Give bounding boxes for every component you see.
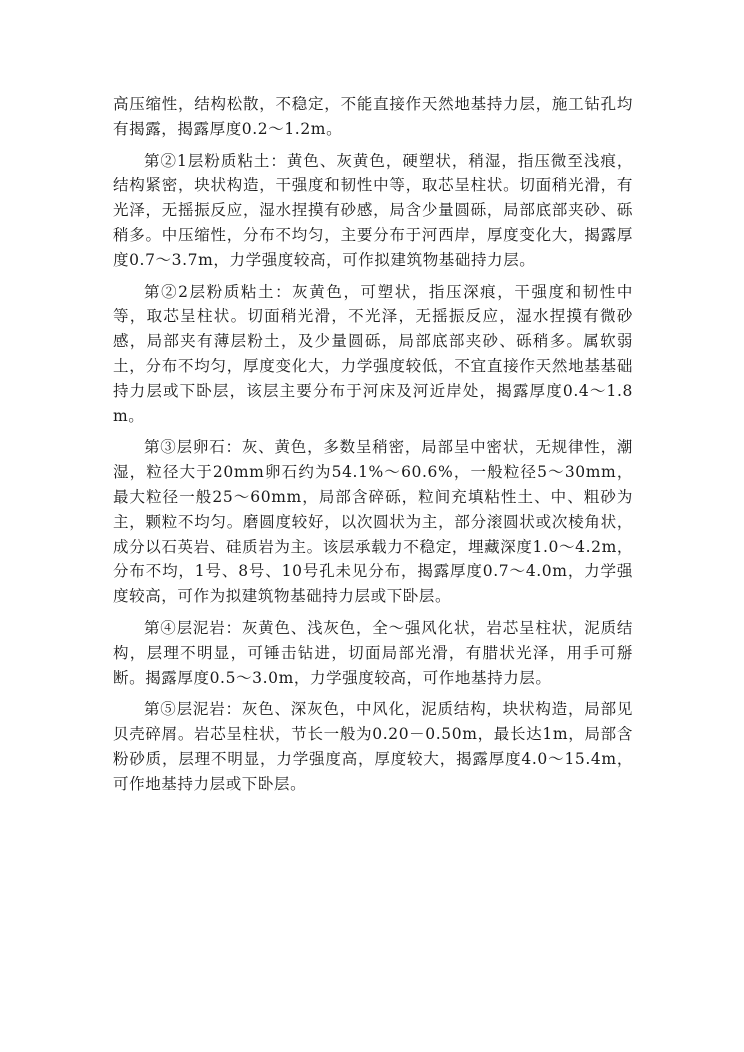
paragraph-layer-2-2-silty-clay: 第②2层粉质粘土：灰黄色，可塑状，指压深痕，干强度和韧性中等，取芯呈柱状。切面稍光滑，不光泽，无摇振反应，湿水捏摸有微砂感，局部夹有薄层粉土，及少量圆砾，局部底部夹砂、砾稍多。属软弱土，分布不均匀，厚度变化大，力学强度较低，不宜直接作天然地基基础持力层或下卧层，该层主要分布于河床及河近岸处，揭露厚度0.4～1.8m。 — [113, 282, 633, 425]
paragraph-layer-4-mudstone: 第④层泥岩：灰黄色、浅灰色，全～强风化状，岩芯呈柱状，泥质结构，层理不明显，可锤击钻进，切面局部光滑，有腊状光泽，用手可掰断。揭露厚度0.5～3.0m，力学强度较高，可作地基持力层。 — [113, 618, 633, 687]
paragraph-layer-2-1-silty-clay: 第②1层粉质粘土：黄色、灰黄色，硬塑状，稍湿，指压微至浅痕，结构紧密，块状构造，干强度和韧性中等，取芯呈柱状。切面稍光滑，有光泽，无摇振反应，湿水捏摸有砂感，局含少量圆砾，局部底部夹砂、砾稍多。中压缩性，分布不均匀，主要分布于河西岸，厚度变化大，揭露厚度0.7～3.7m，力学强度较高，可作拟建筑物基础持力层。 — [113, 151, 633, 269]
paragraph-layer-3-pebble: 第③层卵石：灰、黄色，多数呈稍密，局部呈中密状，无规律性，潮湿，粒径大于20mm卵石约为54.1%～60.6%，一般粒径5～30mm，最大粒径一般25～60mm，局部含碎砾，粒间充填粘性土、中、粗砂为主，颗粒不均匀。磨圆度较好，以次圆状为主，部分滚圆状或次棱角状，成分以石英岩、硅质岩为主。该层承载力不稳定，埋藏深度1.0～4.2m，分布不均，1号、8号、10号孔未见分布，揭露厚度0.7～4.0m，力学强度较高，可作为拟建筑物基础持力层或下卧层。 — [113, 438, 633, 606]
paragraph-continued-compressibility: 高压缩性，结构松散，不稳定，不能直接作天然地基持力层，施工钻孔均有揭露，揭露厚度0.2～1.2m。 — [113, 95, 633, 138]
document-body — [113, 92, 633, 804]
paragraph-layer-5-mudstone: 第⑤层泥岩：灰色、深灰色，中风化，泥质结构，块状构造，局部见贝壳碎屑。岩芯呈柱状，节长一般为0.20－0.50m，最长达1m，局部含粉砂质，层理不明显，力学强度高，厚度较大，揭露厚度4.0～15.4m，可作地基持力层或下卧层。 — [113, 700, 633, 793]
